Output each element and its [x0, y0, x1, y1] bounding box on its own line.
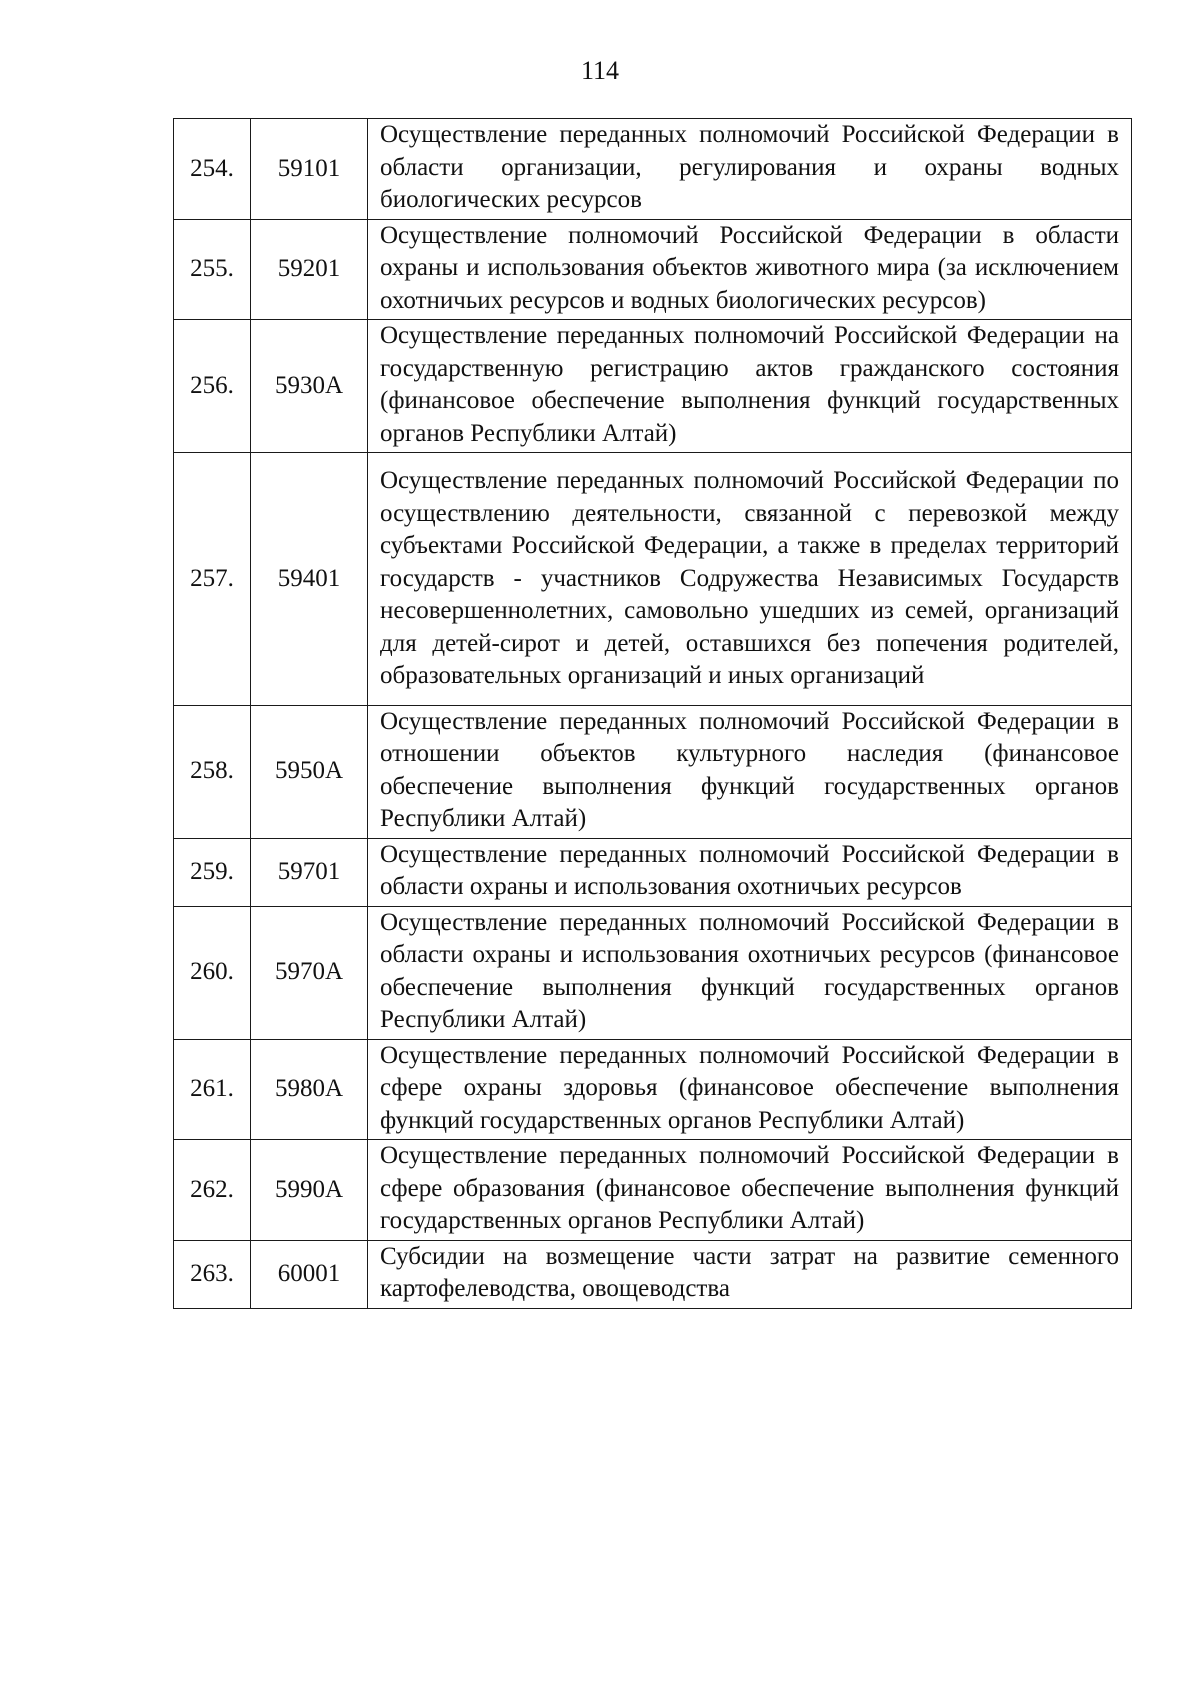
- row-number: 260.: [174, 906, 251, 1039]
- row-description: Осуществление переданных полномочий Российской Федерации по осуществлению деятельности, связанной с перевозкой между субъектами Российской Федерации, а также в пределах территорий государств - участников Содружества Независимых Государств несовершеннолетних, самовольно ушедших из семей, организаций для детей-сирот и детей, оставшихся без попечения родителей, образовательных организаций и иных организаций: [368, 453, 1132, 706]
- row-description: Осуществление переданных полномочий Российской Федерации в сфере охраны здоровья (финансовое обеспечение выполнения функций государственных органов Республики Алтай): [368, 1039, 1132, 1140]
- table-row: [174, 1039, 1132, 1140]
- row-code: 5930А: [251, 320, 368, 453]
- table-row: [174, 119, 1132, 220]
- row-number: 261.: [174, 1039, 251, 1140]
- row-description: Осуществление переданных полномочий Российской Федерации в области охраны и использования охотничьих ресурсов (финансовое обеспечение выполнения функций государственных органов Республики Алтай): [368, 906, 1132, 1039]
- row-code: 59201: [251, 219, 368, 320]
- row-code: 59401: [251, 453, 368, 706]
- row-description: Осуществление переданных полномочий Российской Федерации в сфере образования (финансовое обеспечение выполнения функций государственных органов Республики Алтай): [368, 1140, 1132, 1241]
- row-code: 59701: [251, 838, 368, 906]
- row-code: 5950А: [251, 705, 368, 838]
- table-row: [174, 705, 1132, 838]
- row-description: Осуществление переданных полномочий Российской Федерации в области организации, регулирования и охраны водных биологических ресурсов: [368, 119, 1132, 220]
- table-row: [174, 320, 1132, 453]
- row-code: 60001: [251, 1240, 368, 1308]
- table-row: [174, 453, 1132, 706]
- row-description: Осуществление переданных полномочий Российской Федерации в отношении объектов культурного наследия (финансовое обеспечение выполнения функций государственных органов Республики Алтай): [368, 705, 1132, 838]
- table-row: [174, 219, 1132, 320]
- table-row: [174, 1140, 1132, 1241]
- table-row: [174, 1240, 1132, 1308]
- row-number: 258.: [174, 705, 251, 838]
- row-number: 256.: [174, 320, 251, 453]
- row-code: 5970А: [251, 906, 368, 1039]
- budget-code-table: [173, 118, 1132, 1309]
- row-code: 5980А: [251, 1039, 368, 1140]
- row-code: 5990А: [251, 1140, 368, 1241]
- row-code: 59101: [251, 119, 368, 220]
- page-number: 114: [580, 56, 620, 85]
- row-description: Осуществление переданных полномочий Российской Федерации в области охраны и использования охотничьих ресурсов: [368, 838, 1132, 906]
- row-description: Осуществление полномочий Российской Федерации в области охраны и использования объектов животного мира (за исключением охотничьих ресурсов и водных биологических ресурсов): [368, 219, 1132, 320]
- table-row: [174, 838, 1132, 906]
- row-number: 255.: [174, 219, 251, 320]
- row-number: 263.: [174, 1240, 251, 1308]
- row-number: 254.: [174, 119, 251, 220]
- row-description: Субсидии на возмещение части затрат на развитие семенного картофелеводства, овощеводства: [368, 1240, 1132, 1308]
- row-number: 259.: [174, 838, 251, 906]
- row-number: 262.: [174, 1140, 251, 1241]
- table-row: [174, 906, 1132, 1039]
- row-number: 257.: [174, 453, 251, 706]
- row-description: Осуществление переданных полномочий Российской Федерации на государственную регистрацию актов гражданского состояния (финансовое обеспечение выполнения функций государственных органов Республики Алтай): [368, 320, 1132, 453]
